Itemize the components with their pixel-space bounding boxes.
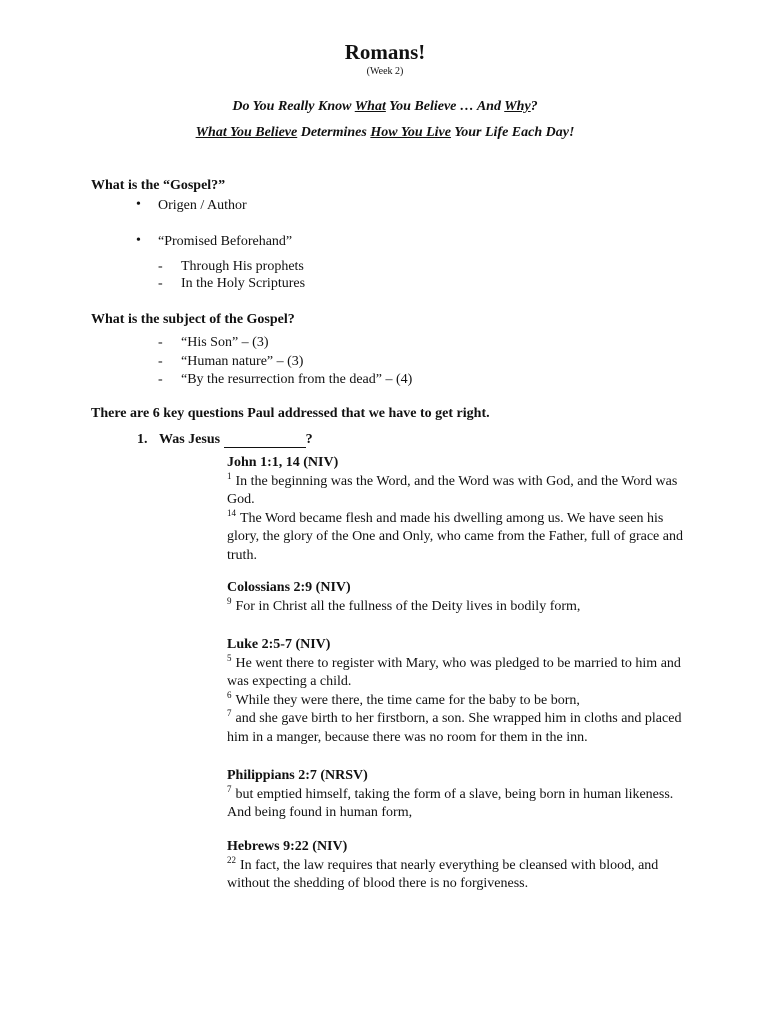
verse-number: 9 — [227, 595, 232, 606]
verse-text: In fact, the law requires that nearly everything be cleansed with blood, and without the shedding of blood there is no forgiveness. — [227, 857, 659, 891]
week-label: (Week 2) — [366, 66, 404, 77]
verse-text: In the beginning was the Word, and the Word was with God, and the Word was God. — [227, 473, 678, 507]
scripture-reference: Philippians 2:7 (NRSV) — [227, 768, 368, 783]
bullet-icon: • — [136, 233, 141, 248]
question-was-jesus — [159, 432, 313, 448]
tagline1-part: You Believe … And — [385, 99, 505, 114]
list-item: Origen / Author — [158, 198, 247, 213]
tagline1-underlined-what: What — [354, 99, 386, 114]
scripture-luke — [227, 636, 687, 747]
list-item: “Human nature” – (3) — [181, 354, 304, 369]
question-text: Was Jesus — [159, 432, 224, 447]
verse-number: 7 — [227, 783, 232, 794]
verse-text: and she gave birth to her firstborn, a son. She wrapped him in cloths and placed him in a manger, because there was no room for them in the inn. — [227, 711, 682, 745]
verse-number: 14 — [227, 507, 236, 518]
scripture-reference: Luke 2:5-7 (NIV) — [227, 637, 331, 652]
verse-text: He went there to register with Mary, who was pledged to be married to him and was expecting a child. — [227, 655, 681, 689]
tagline-know-what-you-believe — [0, 99, 770, 115]
dash-marker: - — [158, 276, 163, 291]
dash-marker: - — [158, 335, 163, 350]
fill-in-blank — [224, 433, 306, 448]
scripture-reference: Colossians 2:9 (NIV) — [227, 580, 351, 595]
verse-number: 1 — [227, 470, 232, 481]
scripture-colossians — [227, 579, 687, 616]
dash-marker: - — [158, 354, 163, 369]
list-item: Through His prophets — [181, 259, 304, 274]
tagline2-part: Your Life Each Day! — [450, 125, 575, 140]
list-item: “By the resurrection from the dead” – (4) — [181, 372, 413, 387]
bullet-icon: • — [136, 197, 141, 212]
verse-number: 5 — [227, 652, 232, 663]
verse-text: The Word became flesh and made his dwelling among us. We have seen his glory, the glory of the One and Only, who came from the Father, full of grace and truth. — [227, 510, 683, 563]
tagline1-part: Do You Really Know — [232, 99, 355, 114]
verse-text: While they were there, the time came for the baby to be born, — [235, 692, 580, 708]
list-item: “His Son” – (3) — [181, 335, 269, 350]
question-number: 1. — [137, 432, 148, 447]
tagline2-underlined-believe: What You Believe — [195, 125, 298, 140]
tagline2-underlined-live: How You Live — [370, 125, 451, 140]
section-heading-key-questions: There are 6 key questions Paul addressed that we have to get right. — [91, 406, 490, 421]
verse-number: 22 — [227, 854, 236, 865]
section-heading-subject: What is the subject of the Gospel? — [91, 312, 295, 327]
scripture-reference: Hebrews 9:22 (NIV) — [227, 839, 348, 854]
tagline1-underlined-why: Why — [504, 99, 531, 114]
verse-text: but emptied himself, taking the form of a slave, being born in human likeness. And being found in human form, — [227, 786, 674, 820]
tagline1-part: ? — [530, 99, 538, 114]
verse-number: 6 — [227, 689, 232, 700]
list-item: In the Holy Scriptures — [181, 276, 306, 291]
tagline-what-you-believe-determines — [0, 125, 770, 141]
verse-text: For in Christ all the fullness of the Deity lives in bodily form, — [235, 598, 581, 614]
list-item: “Promised Beforehand” — [158, 234, 293, 249]
scripture-john — [227, 454, 687, 565]
section-heading-gospel: What is the “Gospel?” — [91, 178, 226, 193]
scripture-philippians — [227, 767, 687, 823]
scripture-reference: John 1:1, 14 (NIV) — [227, 455, 339, 470]
verse-number: 7 — [227, 708, 232, 718]
tagline2-part: Determines — [297, 125, 371, 140]
question-mark: ? — [305, 432, 313, 447]
dash-marker: - — [158, 372, 163, 387]
scripture-hebrews — [227, 838, 687, 894]
dash-marker: - — [158, 259, 163, 274]
document-title: Romans! — [344, 40, 426, 64]
